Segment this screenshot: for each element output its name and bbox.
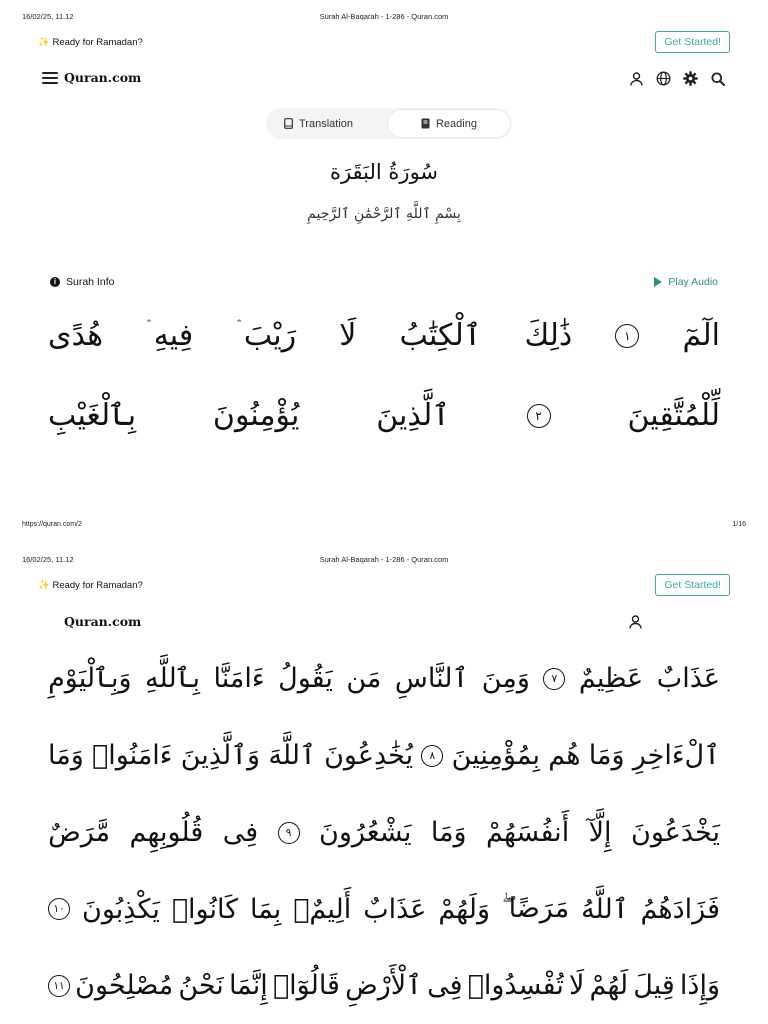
quran-word[interactable]: فَزَادَهُمُ: [640, 893, 720, 925]
ayah-number-marker[interactable]: ١: [615, 324, 639, 348]
quran-word[interactable]: يَقُولُ: [278, 663, 333, 694]
quran-line: [48, 817, 720, 848]
quran-word[interactable]: وَلَهُمْ: [438, 893, 490, 925]
quran-word[interactable]: لَا: [568, 970, 585, 1001]
quran-line: [48, 318, 720, 353]
quran-word[interactable]: وَمِنَ: [481, 663, 530, 694]
quran-word[interactable]: مَّرَضٌ: [48, 817, 111, 848]
quran-word[interactable]: رَيْبَ ۛ: [236, 318, 297, 353]
globe-icon[interactable]: [655, 70, 672, 87]
quran-word[interactable]: بِمُؤْمِنِينَ: [451, 740, 541, 771]
translation-icon: [284, 118, 293, 129]
ayah-number-marker[interactable]: ٢: [527, 404, 551, 428]
quran-word[interactable]: لِّلْمُتَّقِينَ: [627, 398, 720, 433]
quran-word[interactable]: هُم: [548, 740, 581, 771]
ramadan-banner: [38, 31, 730, 55]
quran-word[interactable]: تُفْسِدُوا۟: [467, 970, 564, 1001]
gear-icon[interactable]: [682, 70, 699, 87]
quran-word[interactable]: هُدًى: [48, 318, 104, 353]
quran-line: [48, 740, 720, 771]
quran-word[interactable]: بِمَا: [249, 893, 282, 925]
quran-word[interactable]: عَذَابٌ: [363, 893, 427, 925]
quran-word[interactable]: عَذَابٌ: [656, 663, 720, 694]
print-url: https://quran.com/2: [22, 521, 82, 528]
print-footer: [0, 521, 768, 533]
quran-line: [48, 970, 720, 1001]
quran-word[interactable]: يَخْدَعُونَ: [630, 817, 720, 848]
quran-word[interactable]: قَالُوٓا۟: [272, 970, 340, 1001]
surah-info-label: Surah Info: [66, 276, 115, 288]
print-title: Surah Al-Baqarah - 1-286 - Quran.com: [319, 12, 449, 21]
play-audio-button[interactable]: [654, 276, 718, 288]
quran-word[interactable]: ٱلْأَرْضِ: [345, 970, 422, 1001]
quran-word[interactable]: نَحْنُ: [178, 970, 224, 1001]
quran-word[interactable]: وَإِذَا: [679, 970, 720, 1001]
surah-info-button[interactable]: [50, 276, 114, 288]
banner-text: ✨ Ready for Ramadan?: [38, 580, 143, 591]
print-title: Surah Al-Baqarah - 1-286 - Quran.com: [319, 555, 449, 564]
info-icon: i: [50, 277, 60, 287]
search-icon[interactable]: [709, 70, 726, 87]
quran-word[interactable]: ٱلْءَاخِرِ: [632, 740, 720, 771]
quran-word[interactable]: لَهُمْ: [589, 970, 629, 1001]
quran-word[interactable]: يُؤْمِنُونَ: [212, 398, 300, 433]
quran-word[interactable]: وَمَا: [48, 740, 84, 771]
site-logo[interactable]: Quran.com: [64, 70, 142, 85]
quran-word[interactable]: يَشْعُرُونَ: [319, 817, 412, 848]
quran-word[interactable]: بِٱلْغَيْبِ: [48, 398, 137, 433]
navbar: [42, 68, 726, 90]
print-page-number: 1/16: [732, 521, 746, 528]
quran-word[interactable]: مَن: [346, 663, 382, 694]
quran-line: [48, 663, 720, 694]
ayah-number-marker[interactable]: ١١: [48, 975, 70, 997]
quran-word[interactable]: وَمَا: [430, 817, 467, 848]
quran-word[interactable]: فِيهِ ۛ: [146, 318, 194, 353]
quran-word[interactable]: أَلِيمٌۢ: [293, 893, 352, 925]
quran-word[interactable]: ٱللَّهَ: [268, 740, 316, 771]
surah-name-calligraphy: سُورَةُ البَقَرَة: [329, 160, 439, 184]
quran-word[interactable]: لَا: [339, 318, 357, 353]
quran-word[interactable]: إِنَّمَا: [228, 970, 268, 1001]
banner-text: ✨ Ready for Ramadan?: [38, 37, 143, 48]
bismillah: بِسْمِ ٱللَّهِ ٱلرَّحْمَٰنِ ٱلرَّحِيمِ: [307, 206, 461, 222]
quran-word[interactable]: وَمَا: [588, 740, 625, 771]
tab-translation-label: Translation: [299, 117, 354, 130]
print-header: [0, 12, 768, 24]
compact-navbar: [64, 612, 644, 632]
user-icon[interactable]: [627, 613, 644, 630]
quran-word[interactable]: يَكْذِبُونَ: [82, 893, 160, 925]
quran-word[interactable]: قُلُوبِهِم: [129, 817, 204, 848]
quran-word[interactable]: ٱللَّهُ: [581, 893, 629, 925]
print-date: 16/02/25, 11.12: [22, 12, 74, 21]
quran-word[interactable]: ٱلْكِتَٰبُ: [399, 318, 482, 353]
get-started-button[interactable]: Get Started!: [655, 31, 730, 53]
ayah-number-marker[interactable]: ٩: [278, 822, 300, 844]
ayah-number-marker[interactable]: ١٠: [48, 898, 70, 920]
quran-word[interactable]: مُصْلِحُونَ: [75, 970, 174, 1001]
quran-line: [48, 398, 720, 433]
quran-word[interactable]: ٱلَّذِينَ: [376, 398, 450, 433]
tab-reading[interactable]: [388, 110, 510, 137]
quran-word[interactable]: ذَٰلِكَ: [524, 318, 573, 353]
quran-word[interactable]: مَرَضًا ۖ: [501, 893, 570, 924]
quran-word[interactable]: أَنفُسَهُمْ: [486, 817, 570, 848]
nav-icon-group: [628, 70, 726, 88]
quran-word[interactable]: وَبِٱلْيَوْمِ: [48, 663, 132, 694]
quran-word[interactable]: فِى: [222, 817, 259, 848]
quran-word[interactable]: فِى: [427, 970, 463, 1001]
quran-word[interactable]: إِلَّآ: [588, 817, 612, 848]
ayah-number-marker[interactable]: ٨: [421, 745, 443, 767]
quran-word[interactable]: ٱلنَّاسِ: [394, 663, 469, 694]
reading-mode-switch: [266, 108, 512, 139]
quran-word[interactable]: ءَامَنَّا: [213, 663, 265, 694]
quran-word[interactable]: وَٱلَّذِينَ: [180, 740, 261, 771]
quran-word[interactable]: بِٱللَّهِ: [145, 663, 201, 694]
ramadan-banner: [38, 574, 730, 598]
site-logo[interactable]: Quran.com: [64, 614, 142, 629]
quran-line: [48, 893, 720, 925]
quran-word[interactable]: قِيلَ: [633, 970, 675, 1001]
tab-reading-label: Reading: [436, 117, 477, 130]
quran-word[interactable]: ءَامَنُوا۟: [92, 740, 173, 771]
print-header: [0, 555, 768, 567]
print-date: 16/02/25, 11.12: [22, 555, 74, 564]
user-icon[interactable]: [628, 70, 645, 87]
tab-translation[interactable]: [284, 110, 353, 137]
ayah-number-marker[interactable]: ٧: [543, 668, 565, 690]
quran-word[interactable]: كَانُوا۟: [171, 893, 239, 925]
play-audio-label: Play Audio: [668, 276, 718, 288]
book-icon: [421, 118, 430, 129]
get-started-button[interactable]: Get Started!: [655, 574, 730, 596]
quran-word[interactable]: يُخَٰدِعُونَ: [324, 740, 414, 771]
menu-icon[interactable]: [42, 72, 58, 85]
play-icon: [654, 277, 662, 287]
quran-word[interactable]: عَظِيمٌ: [578, 663, 644, 694]
quran-word[interactable]: الٓمٓ: [682, 318, 720, 353]
